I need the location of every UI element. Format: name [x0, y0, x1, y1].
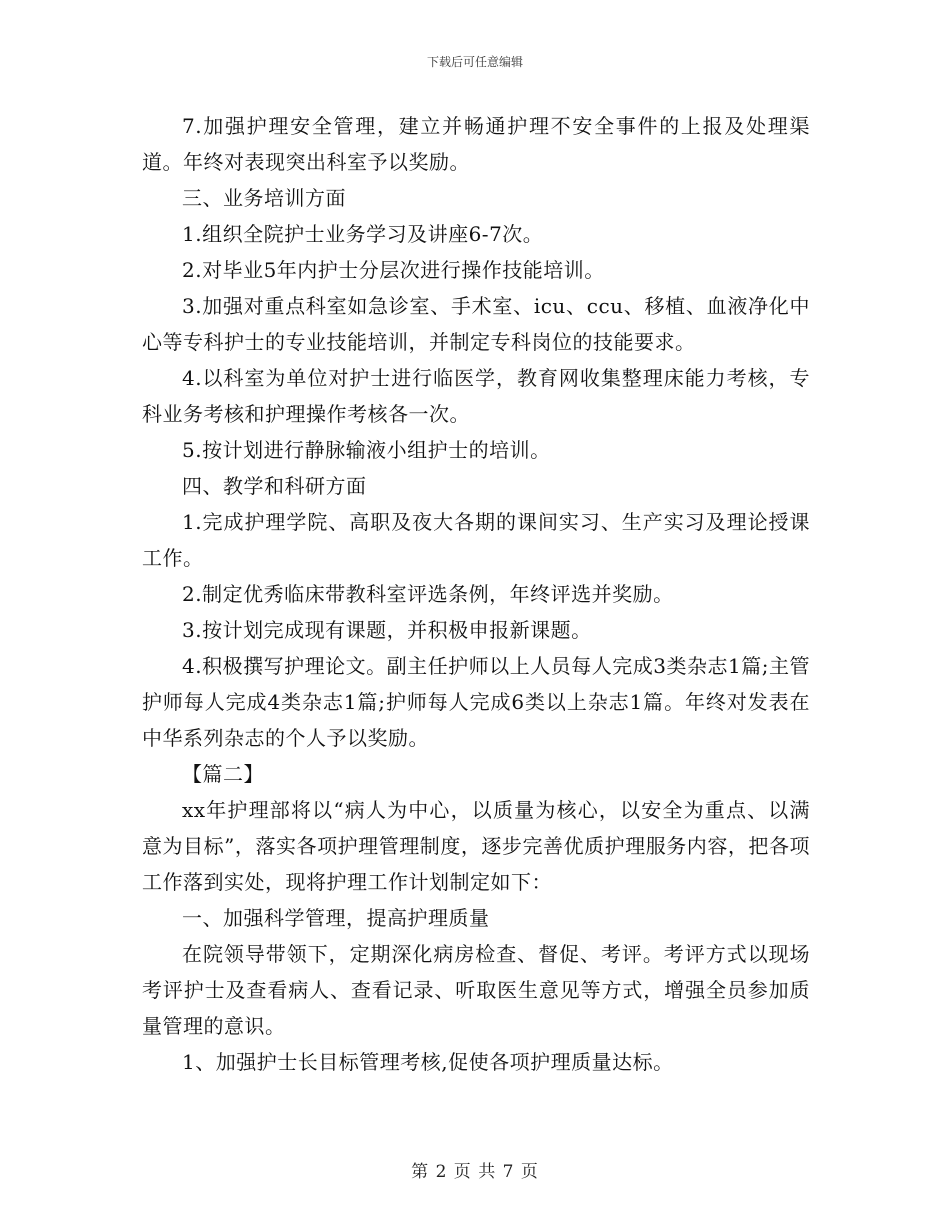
paragraph-teaching-4: 4.积极撰写护理论文。副主任护师以上人员每人完成3类杂志1篇;主管护师每人完成4类杂志1篇;护师每人完成6类以上杂志1篇。年终对发表在中华系列杂志的个人予以奖励。: [142, 654, 810, 750]
paragraph-teaching-3: 3.按计划完成现有课题，并积极申报新课题。: [182, 618, 592, 642]
page-header: 下载后可任意编辑: [426, 55, 523, 69]
paragraph-quality-1: 1、加强护士长目标管理考核,促使各项护理质量达标。: [182, 1050, 674, 1074]
page-number-footer: 第 2 页 共 7 页: [411, 1162, 539, 1182]
paragraph-safety-management: 7.加强护理安全管理，建立并畅通护理不安全事件的上报及处理渠道。年终对表现突出科室予以奖励。: [142, 114, 810, 174]
paragraph-training-4: 4.以科室为单位对护士进行临医学，教育网收集整理床能力考核，专科业务考核和护理操作考核各一次。: [142, 366, 810, 426]
paragraph-teaching-1: 1.完成护理学院、高职及夜大各期的课间实习、生产实习及理论授课工作。: [142, 510, 810, 570]
document-body: [142, 108, 810, 1080]
paragraph-teaching-2: 2.制定优秀临床带教科室评选条例，年终评选并奖励。: [182, 582, 674, 606]
paragraph-training-2: 2.对毕业5年内护士分层次进行操作技能培训。: [182, 258, 605, 282]
paragraph-training-3: 3.加强对重点科室如急诊室、手术室、icu、ccu、移植、血液净化中心等专科护士的专业技能培训，并制定专科岗位的技能要求。: [142, 294, 810, 354]
part-heading-2: 【篇二】: [182, 762, 264, 786]
paragraph-quality-intro: 在院领导带领下，定期深化病房检查、督促、考评。考评方式以现场考评护士及查看病人、查看记录、听取医生意见等方式，增强全员参加质量管理的意识。: [142, 942, 810, 1038]
section-heading-training: 三、业务培训方面: [182, 186, 346, 210]
section-heading-teaching-research: 四、教学和科研方面: [182, 474, 367, 498]
paragraph-intro-part2: xx年护理部将以“病人为中心，以质量为核心，以安全为重点、以满意为目标”，落实各项护理管理制度，逐步完善优质护理服务内容，把各项工作落到实处，现将护理工作计划制定如下：: [142, 798, 810, 894]
paragraph-training-5: 5.按计划进行静脉输液小组护士的培训。: [182, 438, 551, 462]
paragraph-training-1: 1.组织全院护士业务学习及讲座6-7次。: [182, 222, 544, 246]
section-heading-quality: 一、加强科学管理，提高护理质量: [182, 906, 490, 930]
